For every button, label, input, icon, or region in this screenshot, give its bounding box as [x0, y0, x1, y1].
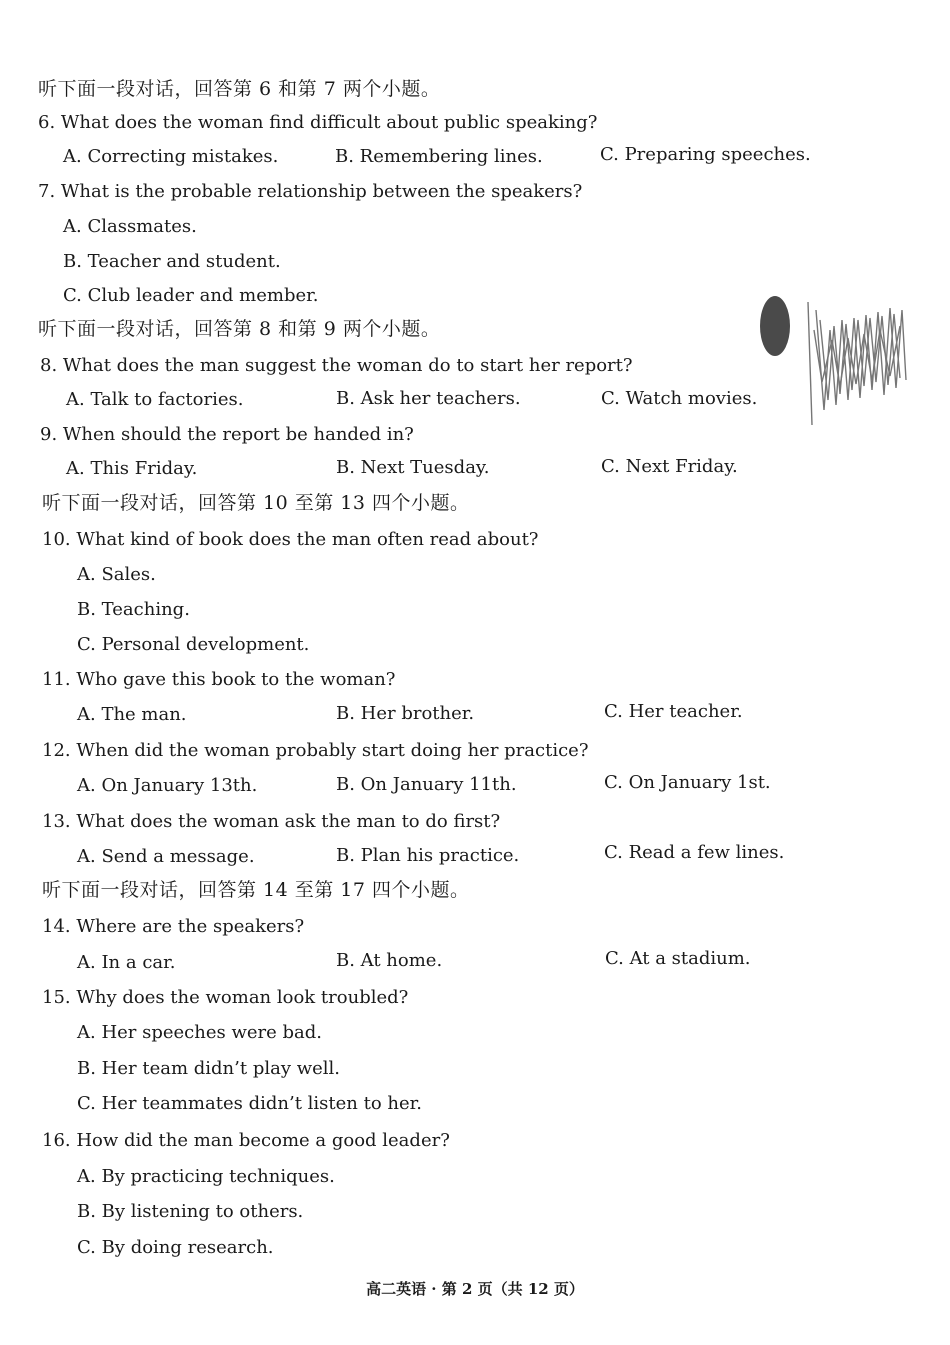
option-c: C. Watch movies.	[601, 388, 758, 409]
question-text: 7. What is the probable relationship between the speakers?	[38, 181, 583, 202]
option-a: A. Her speeches were bad.	[77, 1022, 323, 1043]
question-text: 16. How did the man become a good leader?	[42, 1130, 450, 1151]
option-b: B. Remembering lines.	[335, 146, 543, 167]
question-text: 8. What does the man suggest the woman do to start her report?	[40, 355, 633, 376]
option-a: A. Correcting mistakes.	[63, 146, 279, 167]
section-heading: 听下面一段对话，回答第 14 至第 17 四个小题。	[42, 879, 470, 901]
option-c: C. Personal development.	[77, 634, 310, 655]
question-text: 6. What does the woman find difficult about public speaking?	[38, 112, 598, 133]
option-a: A. Sales.	[77, 564, 156, 585]
option-c: C. Her teammates didn’t listen to her.	[77, 1093, 422, 1114]
question-text: 10. What kind of book does the man often read about?	[42, 529, 539, 550]
option-a: A. By practicing techniques.	[77, 1166, 335, 1187]
option-a: A. In a car.	[77, 952, 176, 973]
section-heading: 听下面一段对话，回答第 6 和第 7 两个小题。	[38, 78, 441, 100]
section-heading: 听下面一段对话，回答第 8 和第 9 两个小题。	[38, 318, 441, 340]
question-text: 15. Why does the woman look troubled?	[42, 987, 409, 1008]
option-c: C. Club leader and member.	[63, 285, 319, 306]
option-a: A. Send a message.	[77, 846, 255, 867]
option-c: C. On January 1st.	[604, 772, 771, 793]
question-text: 13. What does the woman ask the man to do first?	[42, 811, 501, 832]
option-a: A. Talk to factories.	[66, 389, 244, 410]
option-c: C. Preparing speeches.	[600, 144, 811, 165]
option-c: C. Her teacher.	[604, 701, 743, 722]
option-b: B. On January 11th.	[336, 774, 517, 795]
option-b: B. Ask her teachers.	[336, 388, 521, 409]
option-b: B. Teaching.	[77, 599, 190, 620]
section-heading: 听下面一段对话，回答第 10 至第 13 四个小题。	[42, 492, 470, 514]
question-text: 12. When did the woman probably start doing her practice?	[42, 740, 589, 761]
option-c: C. Next Friday.	[601, 456, 738, 477]
option-b: B. Plan his practice.	[336, 845, 520, 866]
option-a: A. Classmates.	[63, 216, 197, 237]
option-c: C. By doing research.	[77, 1237, 274, 1258]
option-b: B. By listening to others.	[77, 1201, 304, 1222]
option-a: A. This Friday.	[66, 458, 198, 479]
question-text: 9. When should the report be handed in?	[40, 424, 414, 445]
option-a: A. On January 13th.	[77, 775, 258, 796]
question-text: 14. Where are the speakers?	[42, 916, 305, 937]
pencil-scribble	[750, 290, 915, 435]
option-b: B. Her brother.	[336, 703, 475, 724]
page-footer: 高二英语 · 第 2 页（共 12 页）	[366, 1280, 584, 1298]
option-a: A. The man.	[77, 704, 187, 725]
option-b: B. Next Tuesday.	[336, 457, 490, 478]
option-b: B. Teacher and student.	[63, 251, 281, 272]
option-b: B. At home.	[336, 950, 443, 971]
option-c: C. At a stadium.	[605, 948, 751, 969]
question-text: 11. Who gave this book to the woman?	[42, 669, 396, 690]
option-b: B. Her team didn’t play well.	[77, 1058, 341, 1079]
option-c: C. Read a few lines.	[604, 842, 785, 863]
